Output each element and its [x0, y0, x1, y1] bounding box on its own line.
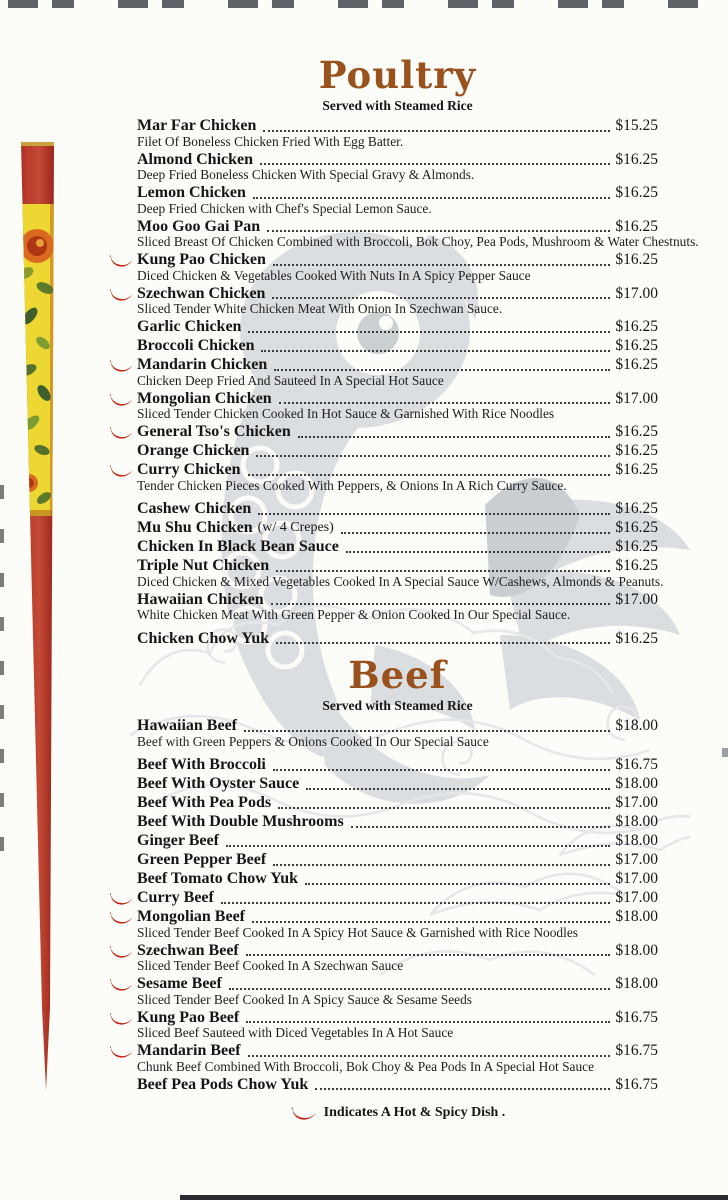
item-name: Szechwan Beef — [137, 941, 239, 959]
item-description: Sliced Breast Of Chicken Combined with Broccoli, Bok Choy, Pea Pods, Mushroom & Water Chestnuts. — [137, 234, 699, 249]
item-price: $17.00 — [615, 590, 658, 608]
menu-content — [137, 53, 699, 1121]
item-name: Mu Shu Chicken — [137, 519, 253, 536]
item-price: $16.25 — [615, 423, 658, 440]
menu-item-line — [137, 461, 658, 479]
item-name: Beef Pea Pods Chow Yuk — [137, 1075, 309, 1093]
menu-item — [137, 117, 658, 149]
item-name: Orange Chicken — [137, 442, 250, 459]
item-name: Hawaiian Beef — [137, 717, 237, 734]
item-price: $16.25 — [615, 519, 658, 536]
item-price: $17.00 — [615, 794, 658, 811]
chili-pepper-icon — [109, 911, 133, 924]
item-name: Curry Beef — [137, 889, 214, 906]
item-price: $16.25 — [615, 150, 658, 168]
item-price: $18.00 — [615, 775, 658, 792]
menu-item-line — [137, 942, 658, 960]
dotted-leader — [229, 988, 611, 990]
item-price: $16.25 — [615, 251, 658, 268]
item-name: Mongolian Beef — [137, 908, 245, 925]
menu-item — [137, 337, 658, 355]
item-name: Cashew Chicken — [137, 500, 252, 517]
item-name: Mongolian Chicken — [137, 389, 272, 407]
dotted-leader — [246, 954, 611, 956]
dotted-leader — [278, 807, 610, 809]
menu-item-line — [137, 756, 658, 774]
menu-item — [137, 500, 658, 518]
menu-item — [137, 975, 658, 1007]
menu-item-line — [137, 151, 658, 169]
item-description: Diced Chicken & Vegetables Cooked With Nuts In A Spicy Pepper Sauce — [137, 267, 531, 283]
chili-pepper-icon — [109, 1012, 133, 1025]
item-price: $16.25 — [615, 500, 658, 517]
menu-item — [137, 184, 658, 216]
item-description: Deep Fried Boneless Chicken With Special Gravy & Almonds. — [137, 167, 475, 182]
menu-item — [137, 1076, 658, 1094]
dotted-leader — [253, 197, 610, 199]
left-edge-artifacts — [0, 485, 4, 880]
item-description: White Chicken Meat With Green Pepper & Onion Cooked In Our Special Sauce. — [137, 607, 571, 622]
item-name: Broccoli Chicken — [137, 337, 255, 354]
menu-item-line — [137, 908, 658, 926]
menu-item-line — [137, 851, 658, 869]
item-description: Chunk Beef Combined With Broccoli, Bok Choy & Pea Pods In A Special Hot Sauce — [137, 1058, 595, 1074]
chili-pepper-icon — [109, 1045, 133, 1058]
item-name: Sesame Beef — [137, 975, 222, 992]
dotted-leader — [260, 163, 610, 165]
item-price: $16.25 — [615, 442, 658, 459]
item-description: Sliced Tender Beef Cooked In A Szechwan Sauce — [137, 958, 404, 973]
menu-item — [137, 794, 658, 812]
item-name: Ginger Beef — [137, 832, 219, 849]
item-price: $17.00 — [615, 284, 658, 302]
dotted-leader — [351, 826, 611, 828]
dotted-leader — [273, 769, 611, 771]
dotted-leader — [258, 513, 610, 515]
section-items — [137, 117, 699, 647]
menu-item — [137, 630, 658, 648]
chili-pepper-icon — [109, 288, 133, 301]
menu-item-line — [137, 1009, 658, 1027]
item-price: $18.00 — [615, 813, 658, 830]
menu-item-line — [137, 538, 658, 556]
item-price: $16.25 — [615, 337, 658, 354]
menu-item-line — [137, 184, 658, 202]
menu-item-line — [137, 630, 658, 648]
item-name: Garlic Chicken — [137, 318, 242, 335]
dotted-leader — [346, 551, 611, 553]
menu-item-line — [137, 775, 658, 793]
section-items — [137, 717, 658, 1093]
menu-item-line — [137, 318, 658, 336]
menu-item — [137, 318, 658, 336]
item-price: $16.25 — [615, 538, 658, 555]
item-price: $16.25 — [615, 557, 658, 574]
menu-item — [137, 356, 658, 388]
menu-item — [137, 285, 658, 317]
item-name: Moo Goo Gai Pan — [137, 217, 261, 235]
menu-item-line — [137, 423, 658, 441]
item-price: $18.00 — [615, 941, 658, 959]
section-subtitle: Served with Steamed Rice — [322, 698, 473, 713]
item-description: Sliced Tender White Chicken Meat With Onion In Szechwan Sauce. — [137, 301, 503, 316]
menu-item-line — [137, 717, 658, 735]
menu-item-line — [137, 1076, 658, 1094]
item-price: $16.25 — [615, 461, 658, 478]
item-price: $16.75 — [615, 1075, 658, 1093]
item-name: Green Pepper Beef — [137, 851, 267, 868]
right-edge-artifact — [722, 748, 728, 757]
menu-item — [137, 390, 658, 422]
item-name: Mandarin Beef — [137, 1042, 241, 1059]
dotted-leader — [272, 297, 610, 299]
chili-pepper-icon — [109, 464, 133, 477]
dotted-leader — [341, 532, 611, 534]
item-name: Hawaiian Chicken — [137, 590, 264, 608]
menu-item — [137, 851, 658, 869]
dotted-leader — [305, 883, 610, 885]
item-price: $17.00 — [615, 889, 658, 906]
chili-pepper-icon — [109, 254, 133, 267]
menu-item-line — [137, 442, 658, 460]
item-price: $18.00 — [615, 832, 658, 849]
dotted-leader — [298, 436, 611, 438]
item-name: Mar Far Chicken — [137, 117, 257, 134]
dotted-leader — [276, 642, 610, 644]
section-title: Poultry — [318, 53, 477, 97]
menu-item — [137, 538, 658, 556]
item-description: Sliced Beef Sauteed with Diced Vegetables In A Hot Sauce — [137, 1025, 454, 1040]
item-price: $16.25 — [615, 356, 658, 373]
menu-item — [137, 870, 658, 888]
item-name: Beef Tomato Chow Yuk — [137, 870, 299, 887]
menu-item — [137, 519, 658, 537]
menu-item-line — [137, 251, 658, 269]
chili-pepper-icon — [109, 978, 133, 991]
item-name: Chicken Chow Yuk — [137, 629, 270, 647]
menu-section-beef — [137, 655, 658, 1093]
menu-item-line — [137, 1042, 658, 1060]
bottom-edge-cutoff — [180, 1195, 728, 1200]
menu-item-line — [137, 557, 658, 575]
menu-item-line — [137, 218, 658, 236]
item-description: Sliced Tender Beef Cooked In A Spicy Sauce & Sesame Seeds — [137, 991, 472, 1007]
dotted-leader — [276, 570, 610, 572]
chili-pepper-icon — [109, 945, 133, 958]
item-name: Triple Nut Chicken — [137, 557, 270, 574]
menu-item — [137, 251, 658, 283]
menu-section-poultry — [137, 53, 699, 647]
item-description: Beef with Green Peppers & Onions Cooked In Our Special Sauce — [137, 733, 489, 749]
menu-item — [137, 151, 658, 183]
chopsticks-photo — [14, 138, 100, 1096]
menu-item-line — [137, 500, 658, 518]
item-name: Almond Chicken — [137, 150, 254, 168]
top-edge-cutoff-text — [8, 0, 708, 8]
item-description: Deep Fried Chicken with Chef's Special Lemon Sauce. — [137, 200, 432, 216]
item-price: $17.00 — [615, 851, 658, 868]
menu-item-line — [137, 813, 658, 831]
item-price: $17.00 — [615, 389, 658, 407]
item-description: Diced Chicken & Mixed Vegetables Cooked In A Special Sauce W/Cashews, Almonds & Peanuts. — [137, 573, 664, 589]
item-price: $15.25 — [615, 117, 658, 134]
chili-pepper-icon — [109, 892, 133, 905]
dotted-leader — [273, 864, 610, 866]
dotted-leader — [306, 788, 610, 790]
menu-item — [137, 591, 658, 623]
menu-item-line — [137, 975, 658, 993]
menu-item — [137, 813, 658, 831]
menu-item-line — [137, 889, 658, 907]
menu-item-line — [137, 794, 658, 812]
item-name: Beef With Pea Pods — [137, 794, 272, 811]
dotted-leader — [271, 603, 611, 605]
chili-pepper-icon — [109, 359, 133, 372]
item-price: $16.25 — [615, 184, 658, 201]
item-name: Mandarin Chicken — [137, 356, 268, 373]
item-price: $18.00 — [615, 975, 658, 992]
menu-item — [137, 756, 658, 774]
section-subtitle: Served with Steamed Rice — [322, 98, 473, 113]
dotted-leader — [221, 902, 611, 904]
menu-item-line — [137, 356, 658, 374]
menu-item — [137, 832, 658, 850]
menu-item — [137, 423, 658, 441]
menu-item-line — [137, 117, 658, 135]
item-price: $16.75 — [615, 756, 658, 773]
dotted-leader — [226, 845, 610, 847]
dotted-leader — [248, 1055, 611, 1057]
menu-item — [137, 442, 658, 460]
menu-item — [137, 775, 658, 793]
menu-item-line — [137, 337, 658, 355]
spicy-legend — [137, 1105, 658, 1121]
menu-item — [137, 461, 658, 493]
dotted-leader — [274, 369, 610, 371]
item-description: Sliced Tender Beef Cooked In A Spicy Hot Sauce & Garnished with Rice Noodles — [137, 924, 578, 940]
item-name: Curry Chicken — [137, 461, 241, 478]
item-name: Beef With Double Mushrooms — [137, 813, 344, 830]
dotted-leader — [256, 455, 610, 457]
dotted-leader — [248, 331, 610, 333]
dotted-leader — [263, 130, 610, 132]
dotted-leader — [267, 230, 610, 232]
menu-item — [137, 1042, 658, 1074]
chili-pepper-icon — [109, 426, 133, 439]
dotted-leader — [248, 474, 611, 476]
menu-item — [137, 942, 658, 974]
menu-sections — [137, 53, 699, 1093]
item-name: Beef With Broccoli — [137, 756, 266, 773]
dotted-leader — [273, 264, 610, 266]
item-price: $16.75 — [615, 1008, 658, 1026]
menu-item — [137, 557, 664, 589]
item-name: Beef With Oyster Sauce — [137, 775, 300, 792]
menu-item-line — [137, 390, 658, 408]
item-price: $16.25 — [615, 318, 658, 335]
dotted-leader — [315, 1088, 610, 1090]
item-description: Tender Chicken Pieces Cooked With Peppers, & Onions In A Rich Curry Sauce. — [137, 477, 567, 493]
dotted-leader — [244, 730, 610, 732]
dotted-leader — [261, 350, 610, 352]
menu-item-line — [137, 519, 658, 537]
menu-item-line — [137, 591, 658, 609]
dotted-leader — [279, 402, 611, 404]
menu-item — [137, 908, 658, 940]
item-price: $16.25 — [615, 217, 658, 235]
menu-item — [137, 1009, 658, 1041]
item-description: Sliced Tender Chicken Cooked In Hot Sauce & Garnished With Rice Noodles — [137, 406, 555, 421]
section-title: Beef — [348, 653, 447, 697]
dotted-leader — [246, 1021, 610, 1023]
item-description: Chicken Deep Fried And Sauteed In A Special Hot Sauce — [137, 372, 444, 388]
item-name: General Tso's Chicken — [137, 423, 291, 440]
chili-pepper-icon — [109, 393, 133, 406]
item-price: $16.75 — [615, 1042, 658, 1059]
menu-item — [137, 217, 699, 250]
item-price: $18.00 — [615, 717, 658, 734]
item-price: $16.25 — [615, 629, 658, 647]
item-name: Chicken In Black Bean Sauce — [137, 538, 339, 555]
item-name: Lemon Chicken — [137, 184, 246, 201]
item-note: (w/ 4 Crepes) — [257, 520, 334, 535]
item-name: Szechwan Chicken — [137, 284, 266, 302]
item-price: $17.00 — [615, 870, 658, 887]
menu-item-line — [137, 870, 658, 888]
item-description: Filet Of Boneless Chicken Fried With Egg Batter. — [137, 133, 404, 149]
menu-item-line — [137, 285, 658, 303]
item-name: Kung Pao Chicken — [137, 251, 266, 268]
spicy-legend-text: Indicates A Hot & Spicy Dish . — [323, 1105, 506, 1120]
menu-item — [137, 717, 658, 749]
menu-item-line — [137, 832, 658, 850]
dotted-leader — [252, 921, 610, 923]
item-price: $18.00 — [615, 908, 658, 925]
menu-item — [137, 889, 658, 907]
item-name: Kung Pao Beef — [137, 1008, 240, 1026]
chili-pepper-icon — [290, 1106, 317, 1120]
